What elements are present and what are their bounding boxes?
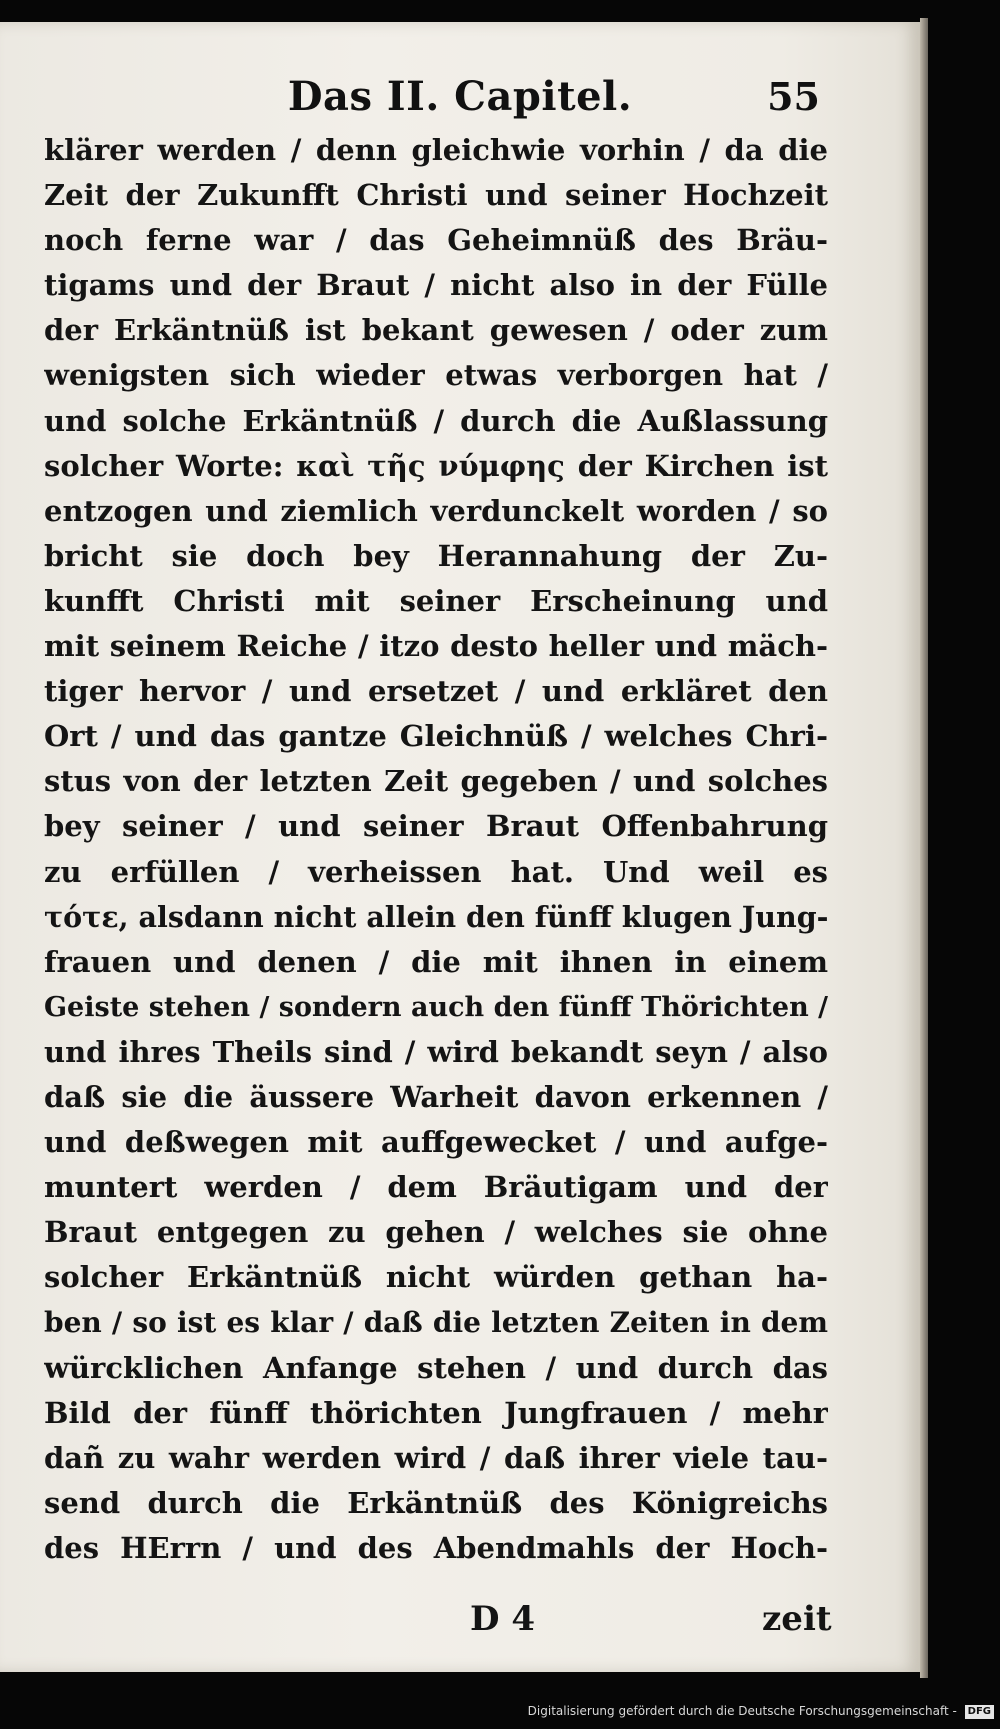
text-line: solcher Erkäntnüß nicht würden gethan ha- bbox=[44, 1260, 828, 1295]
text-line: würcklichen Anfange stehen / und durch das bbox=[44, 1350, 828, 1385]
text-line: noch ferne war / das Geheimnüß des Bräu- bbox=[44, 223, 828, 258]
text-line: τότε, alsdann nicht allein den fünff klugen Jung- bbox=[44, 899, 828, 934]
text-line: bey seiner / und seiner Braut Offenbahrung bbox=[44, 809, 828, 844]
text-line: stus von der letzten Zeit gegeben / und solches bbox=[44, 764, 828, 799]
text-line: solcher Worte: καὶ τῆς νύμφης der Kirchen ist bbox=[44, 448, 828, 483]
text-line: ben / so ist es klar / daß die letzten Zeiten in dem bbox=[44, 1306, 828, 1340]
running-head bbox=[0, 72, 920, 122]
text-line: Braut entgegen zu gehen / welches sie ohne bbox=[44, 1215, 828, 1250]
text-line: zu erfüllen / verheissen hat. Und weil es bbox=[44, 854, 828, 889]
text-line: kunfft Christi mit seiner Erscheinung und bbox=[44, 583, 828, 618]
book-page bbox=[0, 22, 920, 1672]
text-line: der Erkäntnüß ist bekant gewesen / oder zum bbox=[44, 313, 828, 348]
text-line: und deßwegen mit auffgewecket / und aufge- bbox=[44, 1125, 828, 1160]
page-body-text bbox=[44, 128, 828, 1571]
text-line: klärer werden / denn gleichwie vorhin / da die bbox=[44, 133, 828, 167]
text-line: tigams und der Braut / nicht also in der Fülle bbox=[44, 268, 828, 303]
text-line: des HErrn / und des Abendmahls der Hoch- bbox=[44, 1530, 828, 1565]
signature-mark: D 4 bbox=[470, 1599, 535, 1639]
text-line: dañ zu wahr werden wird / daß ihrer viele tau- bbox=[44, 1440, 828, 1475]
text-line: daß sie die äussere Warheit davon erkennen / bbox=[44, 1079, 828, 1114]
text-line: frauen und denen / die mit ihnen in einem bbox=[44, 944, 828, 979]
text-line: entzogen und ziemlich verdunckelt worden / so bbox=[44, 493, 828, 528]
text-line: muntert werden / dem Bräutigam und der bbox=[44, 1170, 828, 1205]
digitization-credit bbox=[528, 1703, 994, 1719]
text-line: Bild der fünff thörichten Jungfrauen / mehr bbox=[44, 1395, 828, 1430]
text-line: tiger hervor / und ersetzet / und erkläret den bbox=[44, 674, 828, 709]
text-line: send durch die Erkäntnüß des Königreichs bbox=[44, 1485, 828, 1520]
text-line: Geiste stehen / sondern auch den fünff Thörichten / bbox=[44, 991, 828, 1023]
page-number: 55 bbox=[767, 74, 820, 119]
catchword: zeit bbox=[762, 1599, 832, 1639]
dfg-logo: DFG bbox=[965, 1705, 994, 1719]
credit-text: Digitalisierung gefördert durch die Deutsche Forschungsgemeinschaft - bbox=[527, 1704, 957, 1718]
chapter-title: Das II. Capitel. bbox=[287, 73, 633, 120]
text-line: und ihres Theils sind / wird bekandt seyn / also bbox=[44, 1034, 828, 1069]
text-line: bricht sie doch bey Herannahung der Zu- bbox=[44, 538, 828, 573]
text-line: mit seinem Reiche / itzo desto heller und mäch- bbox=[44, 629, 828, 664]
text-line: wenigsten sich wieder etwas verborgen hat / bbox=[44, 358, 828, 393]
text-line: Zeit der Zukunfft Christi und seiner Hochzeit bbox=[44, 178, 828, 213]
text-line: Ort / und das gantze Gleichnüß / welches Chri- bbox=[44, 719, 828, 754]
page-edge-shadow bbox=[920, 18, 928, 1678]
text-line: und solche Erkäntnüß / durch die Außlassung bbox=[44, 403, 828, 438]
